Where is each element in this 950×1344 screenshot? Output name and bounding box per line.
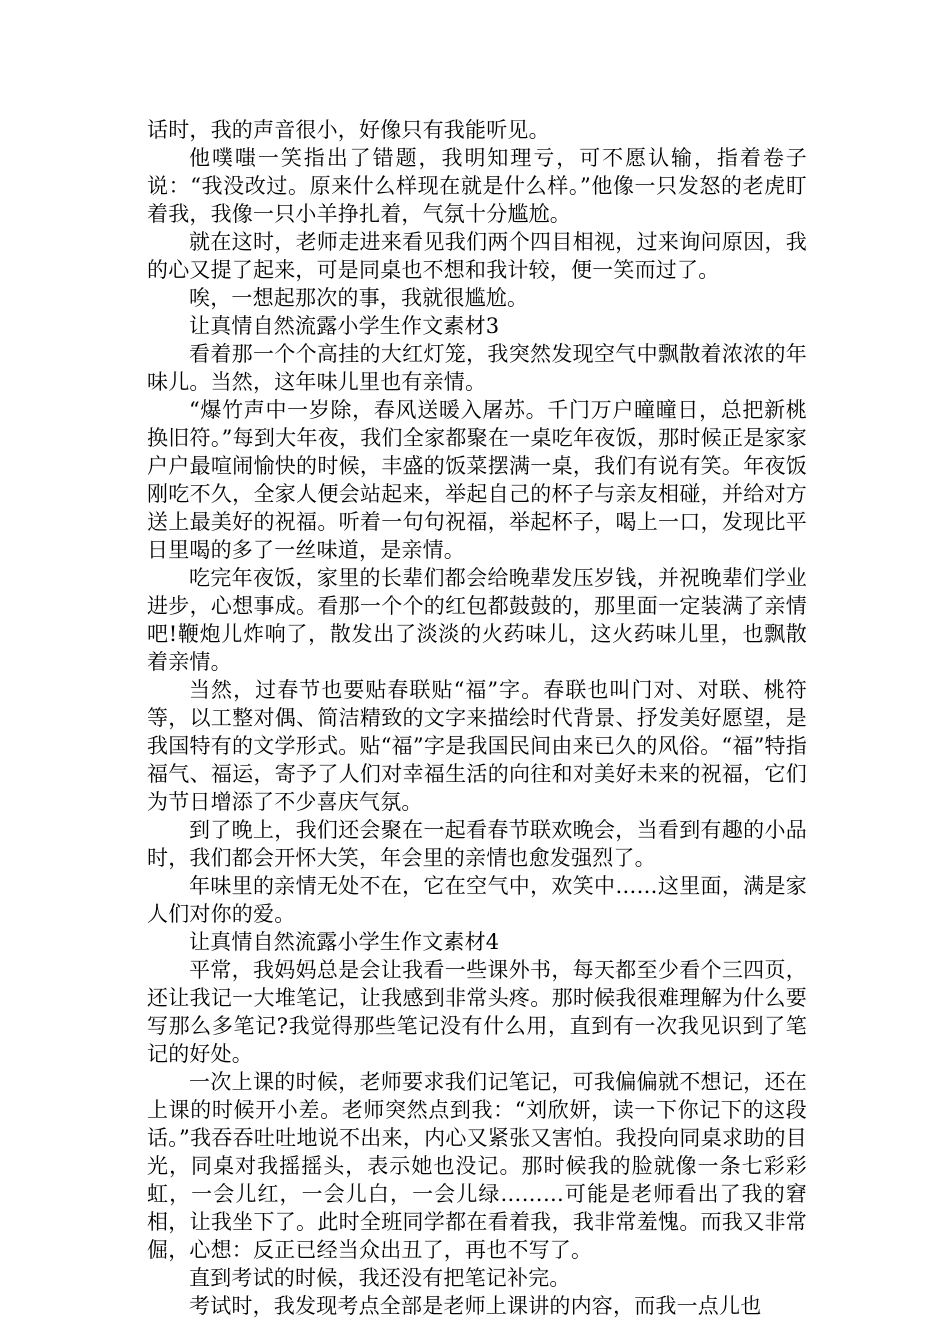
paragraph: “爆竹声中一岁除，春风送暖入屠苏。千门万户曈曈日，总把新桃换旧符。”每到大年夜，我们全家都聚在一桌吃年夜饭，那时候正是家家户户最喧闹愉快的时候，丰盛的饭菜摆满一桌，我们有说有笑。年夜饭刚吃不久，全家人便会站起来，举起自己的杯子与亲友相碰，并给对方送上最美好的祝福。听着一句句祝福，举起杯子，喝上一口，发现比平日里喝的多了一丝味道，是亲情。 — [147, 398, 807, 562]
paragraph-continued: 话时，我的声音很小，好像只有我能听见。 — [147, 118, 550, 142]
paragraph: 考试时，我发现考点全部是老师上课讲的内容，而我一点儿也 — [189, 1294, 762, 1318]
paragraph: 他噗嗤一笑指出了错题，我明知理亏，可不愿认输，指着卷子说：“我没改过。原来什么样现在就是什么样。”他像一只发怒的老虎盯着我，我像一只小羊挣扎着，气氛十分尴尬。 — [147, 146, 807, 226]
paragraph: 一次上课的时候，老师要求我们记笔记，可我偏偏就不想记，还在上课的时候开小差。老师突然点到我：“刘欣妍，读一下你记下的这段话。”我吞吞吐吐地说不出来，内心又紧张又害怕。我投向同桌求助的目光，同桌对我摇摇头，表示她也没记。那时候我的脸就像一条七彩彩虹，一会儿红，一会儿白，一会儿绿………可能是老师看出了我的窘相，让我坐下了。此时全班同学都在看着我，我非常羞愧。而我又非常倔，心想：反正已经当众出丑了，再也不写了。 — [147, 1070, 807, 1262]
section-heading: 让真情自然流露小学生作文素材4 — [189, 930, 500, 954]
paragraph: 吃完年夜饭，家里的长辈们都会给晚辈发压岁钱，并祝晚辈们学业进步，心想事成。看那一个个的红包都鼓鼓的，那里面一定装满了亲情吧!鞭炮儿炸响了，散发出了淡淡的火药味儿，这火药味儿里，也飘散着亲情。 — [147, 566, 807, 674]
paragraph: 就在这时，老师走进来看见我们两个四目相视，过来询问原因，我的心又提了起来，可是同桌也不想和我计较，便一笑而过了。 — [147, 230, 807, 282]
section-heading: 让真情自然流露小学生作文素材3 — [189, 314, 500, 338]
paragraph: 到了晚上，我们还会聚在一起看春节联欢晚会，当看到有趣的小品时，我们都会开怀大笑，年会里的亲情也愈发强烈了。 — [147, 818, 807, 870]
paragraph: 当然，过春节也要贴春联贴“福”字。春联也叫门对、对联、桃符等，以工整对偶、简洁精致的文字来描绘时代背景、抒发美好愿望，是我国特有的文学形式。贴“福”字是我国民间由来已久的风俗。“福”特指福气、福运，寄予了人们对幸福生活的向往和对美好未来的祝福，它们为节日增添了不少喜庆气氛。 — [147, 678, 807, 814]
paragraph: 平常，我妈妈总是会让我看一些课外书，每天都至少看个三四页，还让我记一大堆笔记，让我感到非常头疼。那时候我很难理解为什么要写那么多笔记?我觉得那些笔记没有什么用，直到有一次我见识到了笔记的好处。 — [147, 958, 807, 1066]
paragraph: 看着那一个个高挂的大红灯笼，我突然发现空气中飘散着浓浓的年味儿。当然，这年味儿里也有亲情。 — [147, 342, 807, 394]
paragraph: 唉，一想起那次的事，我就很尴尬。 — [189, 286, 529, 310]
document-body — [147, 116, 807, 1320]
paragraph: 年味里的亲情无处不在，它在空气中，欢笑中……这里面，满是家人们对你的爱。 — [147, 874, 807, 926]
paragraph: 直到考试的时候，我还没有把笔记补完。 — [189, 1266, 571, 1290]
